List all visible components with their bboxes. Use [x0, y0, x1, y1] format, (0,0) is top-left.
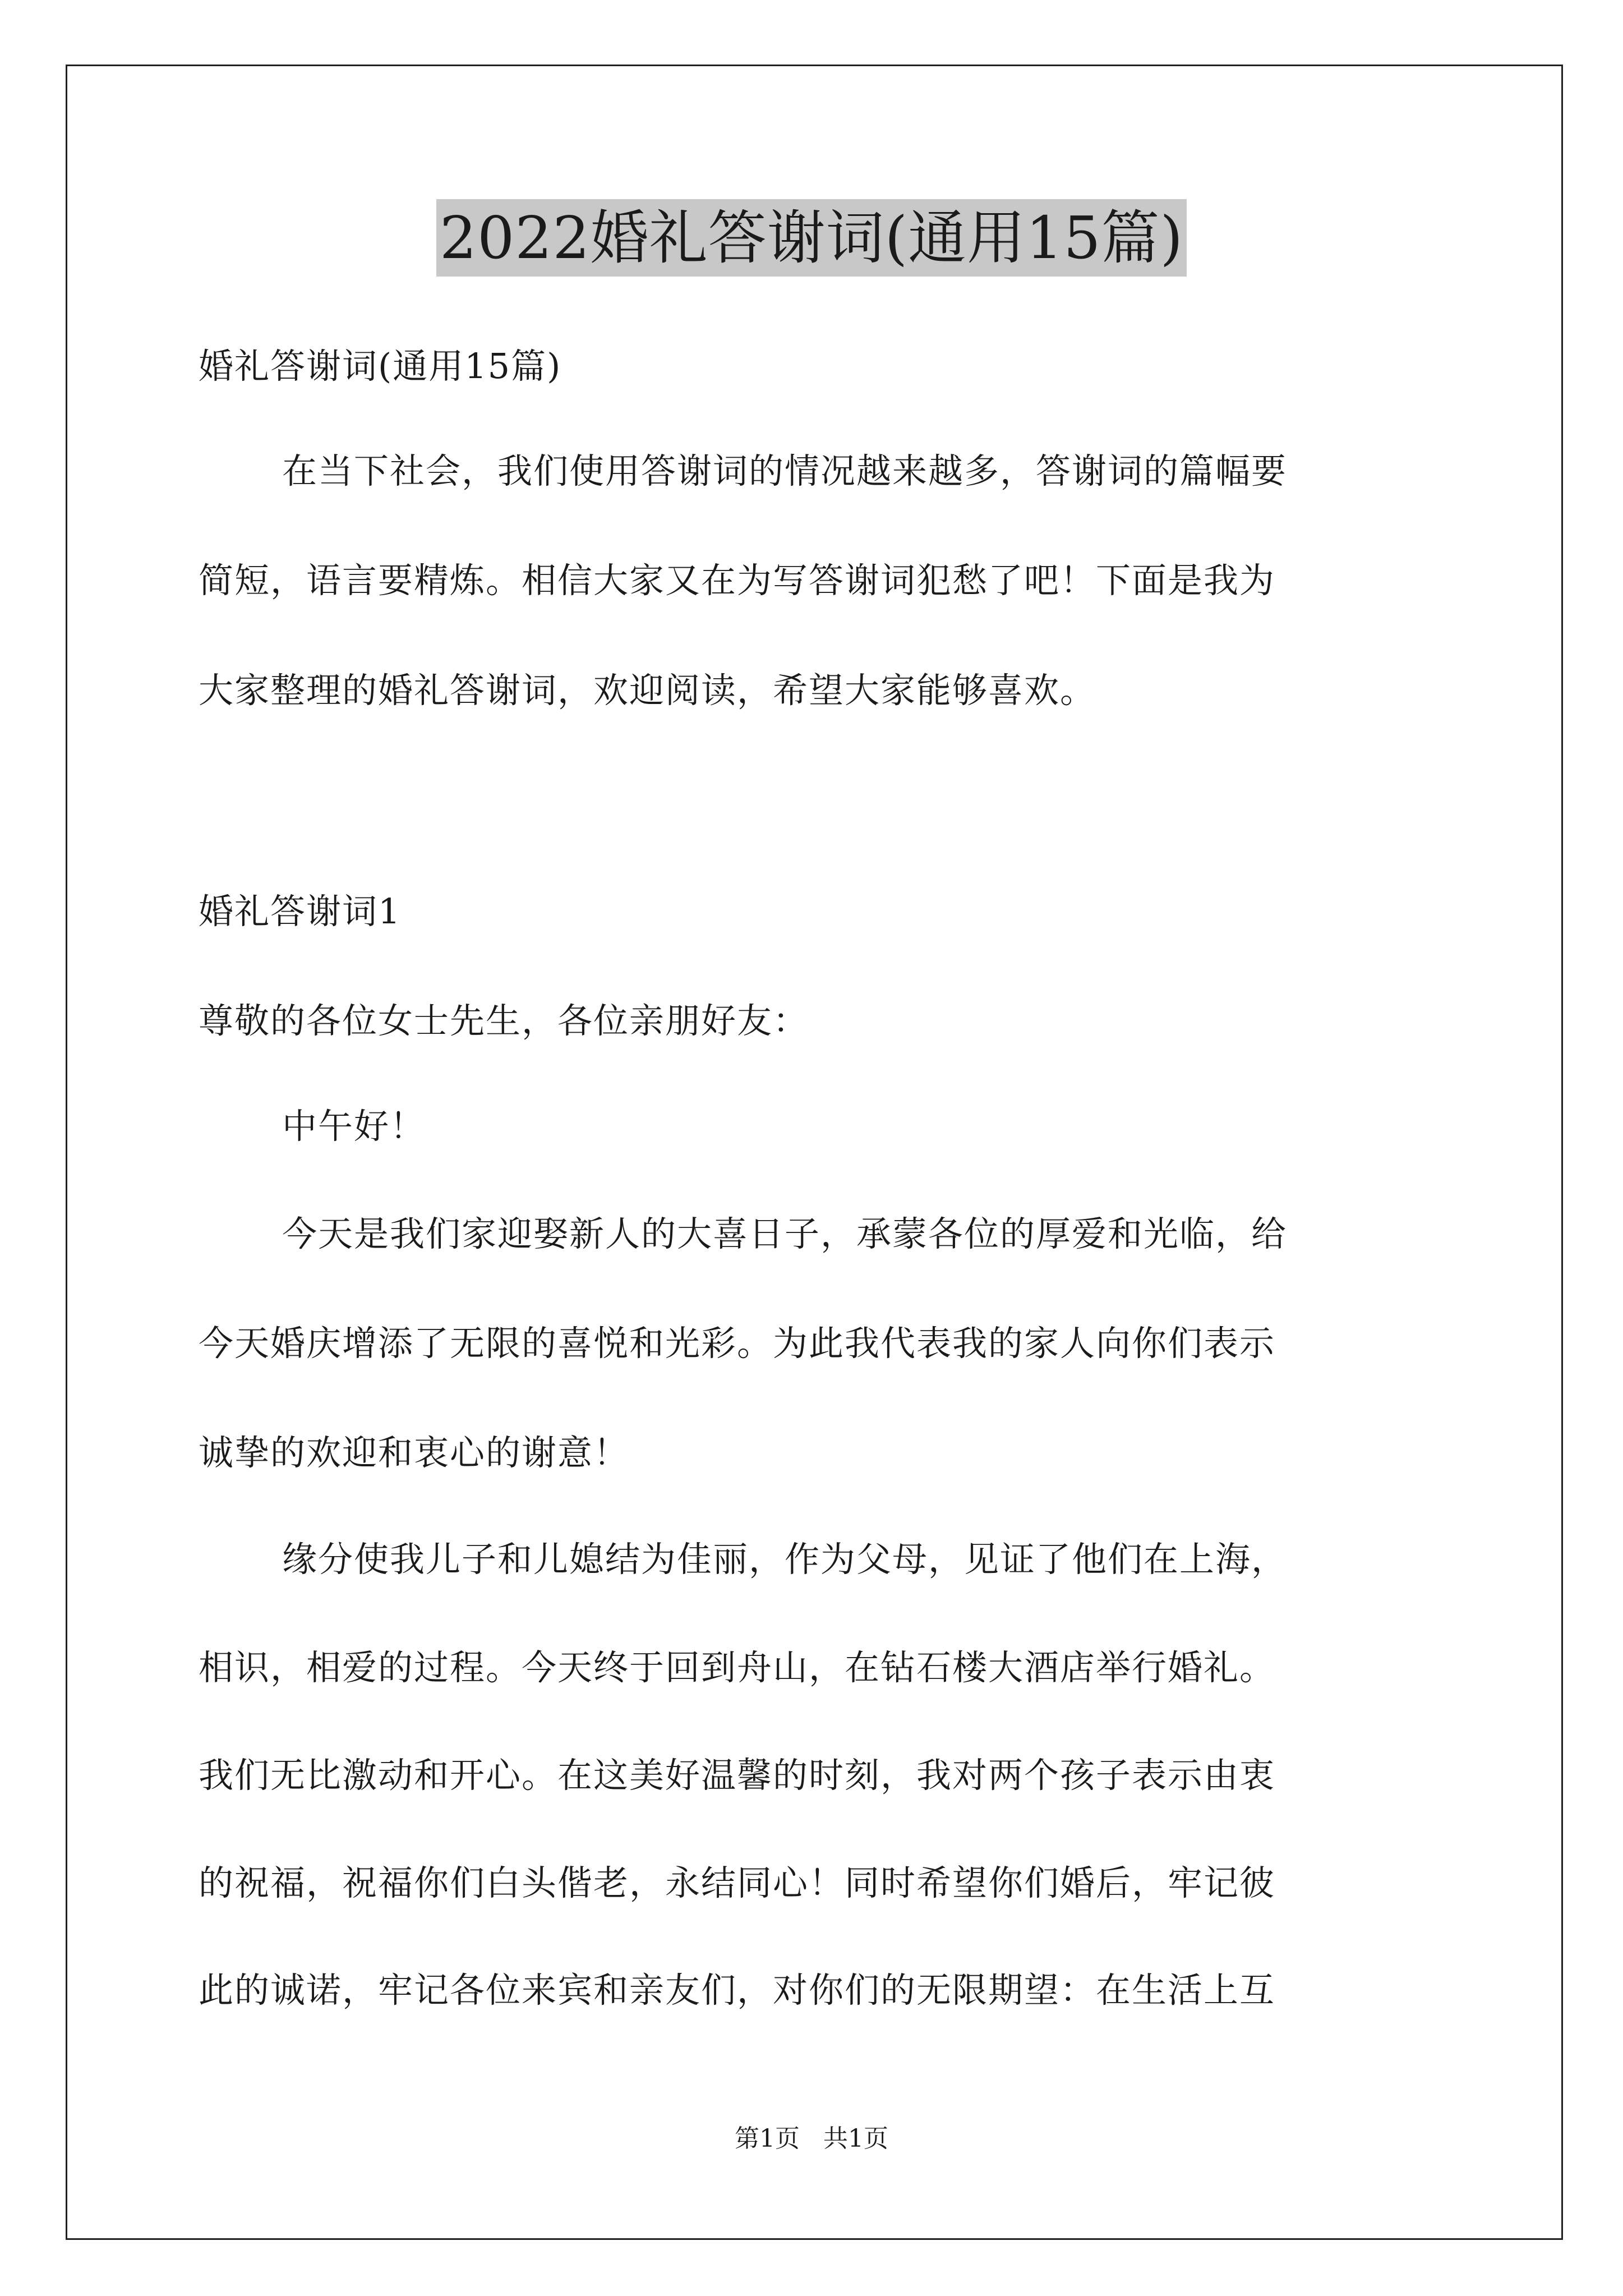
paragraph-1-line-1: 今天是我们家迎娶新人的大喜日子，承蒙各位的厚爱和光临，给: [282, 1213, 1288, 1254]
document-title: 2022婚礼答谢词(通用15篇): [436, 199, 1187, 277]
greeting: 中午好！: [282, 1106, 426, 1147]
salutation: 尊敬的各位女士先生，各位亲朋好友：: [199, 1000, 809, 1041]
paragraph-2-line-2: 相识，相爱的过程。今天终于回到舟山，在钻石楼大酒店举行婚礼。: [199, 1647, 1276, 1688]
intro-line-3: 大家整理的婚礼答谢词，欢迎阅读，希望大家能够喜欢。: [199, 670, 1096, 711]
page-footer: 第1页 共1页: [735, 2124, 888, 2153]
section-heading: 婚礼答谢词1: [199, 891, 402, 932]
paragraph-1-line-3: 诚挚的欢迎和衷心的谢意！: [199, 1432, 630, 1473]
page-border: [66, 65, 1563, 2240]
paragraph-2-line-1: 缘分使我儿子和儿媳结为佳丽，作为父母，见证了他们在上海，: [282, 1539, 1288, 1580]
paragraph-1-line-2: 今天婚庆增添了无限的喜悦和光彩。为此我代表我的家人向你们表示: [199, 1323, 1276, 1364]
paragraph-2-line-4: 的祝福，祝福你们白头偕老，永结同心！同时希望你们婚后，牢记彼: [199, 1862, 1276, 1903]
document-subtitle: 婚礼答谢词(通用15篇): [199, 346, 562, 386]
paragraph-2-line-5: 此的诚诺，牢记各位来宾和亲友们，对你们的无限期望：在生活上互: [199, 1970, 1276, 2010]
title-container: [0, 199, 1623, 277]
paragraph-2-line-3: 我们无比激动和开心。在这美好温馨的时刻，我对两个孩子表示由衷: [199, 1755, 1276, 1796]
intro-line-1: 在当下社会，我们使用答谢词的情况越来越多，答谢词的篇幅要: [282, 450, 1288, 491]
intro-line-2: 简短，语言要精炼。相信大家又在为写答谢词犯愁了吧！下面是我为: [199, 560, 1276, 601]
